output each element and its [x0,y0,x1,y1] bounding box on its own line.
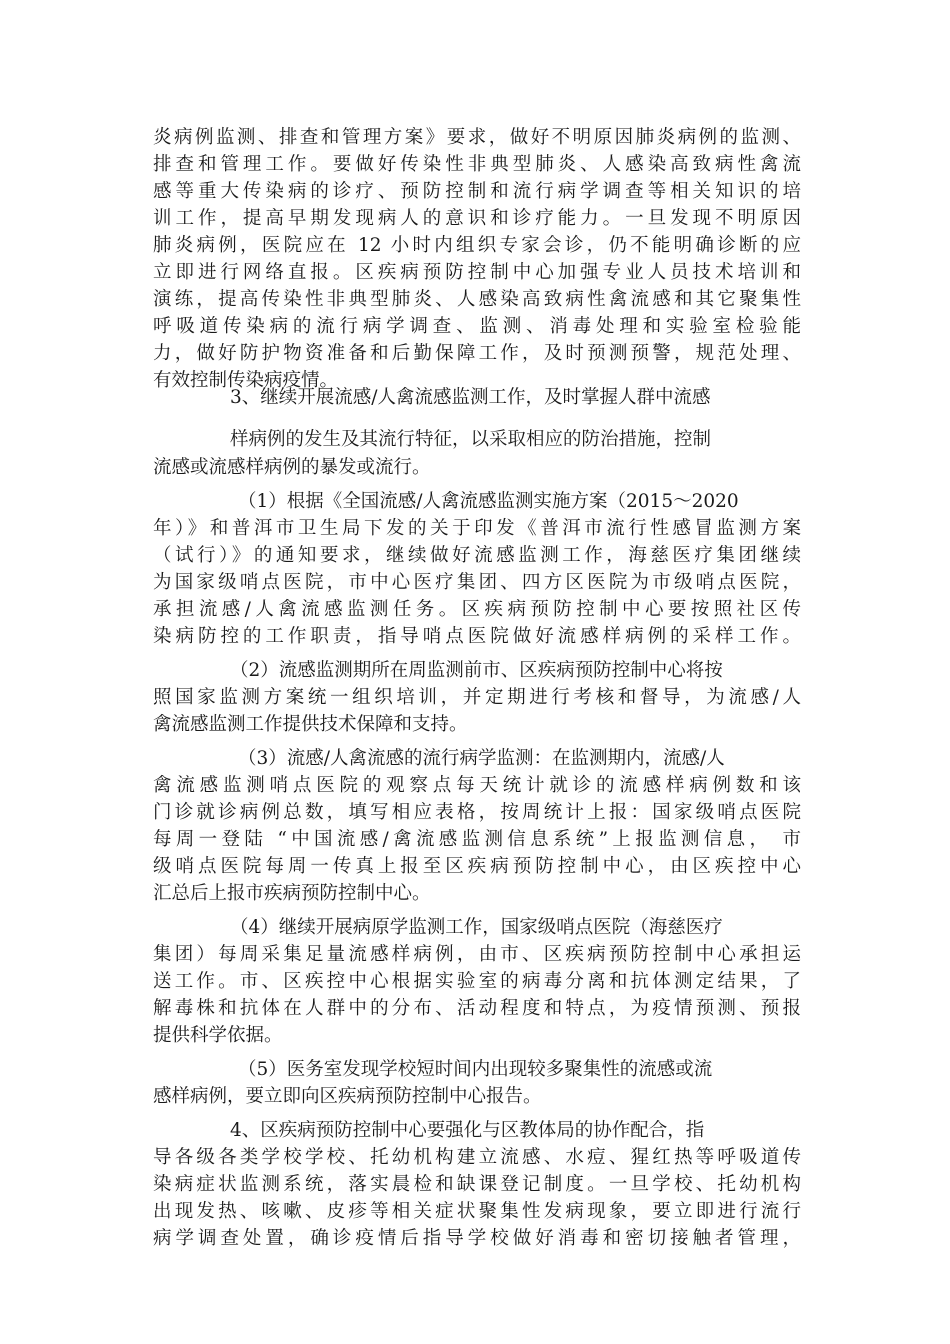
text-line: 样病例的发生及其流行特征，以采取相应的防治措施，控制 [230,429,712,450]
item-1-line: （1）根据《全国流感/人禽流感监测实施方案（2015～2020 [238,491,739,512]
text-line: 感等重大传染病的诊疗、预防控制和流行病学调查等相关知识的培 [153,181,801,202]
text-line: 染病防控的工作职责，指导哨点医院做好流感样病例的采样工作。 [153,626,801,647]
text-line: 立即进行网络直报。区疾病预防控制中心加强专业人员技术培训和 [153,262,801,283]
section-heading-4: 4、区疾病预防控制中心要强化与区教体局的协作配合，指 [230,1120,705,1141]
text-line: 汇总后上报市疾病预防控制中心。 [153,883,431,904]
text-line: 为国家级哨点医院，市中心医疗集团、四方区医院为市级哨点医院， [153,572,801,593]
text-line: 解毒株和抗体在人群中的分布、活动程度和特点，为疫情预测、预报 [153,998,801,1019]
section-heading-3: 3、继续开展流感/人禽流感监测工作，及时掌握人群中流感 [230,387,711,408]
text-line: 流感或流感样病例的暴发或流行。 [153,457,431,478]
text-line: 排查和管理工作。要做好传染性非典型肺炎、人感染高致病性禽流 [153,154,801,175]
text-line: 每周一登陆 “中国流感/禽流感监测信息系统”上报监测信息， 市 [153,829,801,850]
text-line: 肺炎病例，医院应在 12 小时内组织专家会诊，仍不能明确诊断的应 [153,235,801,256]
text-line: 出现发热、咳嗽、皮疹等相关症状聚集性发病现象，要立即进行流行 [153,1201,801,1222]
item-3-line: （3）流感/人禽流感的流行病学监测：在监测期内，流感/人 [238,748,725,769]
text-line: 门诊就诊病例总数，填写相应表格，按周统计上报：国家级哨点医院 [153,802,801,823]
text-line: 感样病例，要立即向区疾病预防控制中心报告。 [153,1086,542,1107]
text-line: 病学调查处置，确诊疫情后指导学校做好消毒和密切接触者管理， [153,1228,801,1249]
item-5-line: （5）医务室发现学校短时间内出现较多聚集性的流感或流 [238,1059,713,1080]
text-line: 染病症状监测系统，落实晨检和缺课登记制度。一旦学校、托幼机构 [153,1174,801,1195]
text-line: 照国家监测方案统一组织培训，并定期进行考核和督导，为流感/人 [153,687,801,708]
text-line: 训工作，提高早期发现病人的意识和诊疗能力。一旦发现不明原因 [153,208,801,229]
text-line: 提供科学依据。 [153,1025,283,1046]
item-2-line: （2）流感监测期所在周监测前市、区疾病预防控制中心将按 [230,660,723,681]
text-line: 演练，提高传染性非典型肺炎、人感染高致病性禽流感和其它聚集性 [153,289,801,310]
text-line: 承担流感/人禽流感监测任务。区疾病预防控制中心要按照社区传 [153,599,801,620]
text-line: 禽流感监测工作提供技术保障和支持。 [153,714,468,735]
text-line: 级哨点医院每周一传真上报至区疾病预防控制中心，由区疾控中心 [153,856,801,877]
text-line: 集团）每周采集足量流感样病例，由市、区疾病预防控制中心承担运 [153,944,801,965]
text-line: 导各级各类学校学校、托幼机构建立流感、水痘、猩红热等呼吸道传 [153,1147,801,1168]
text-line: 力，做好防护物资准备和后勤保障工作，及时预测预警，规范处理、 [153,343,801,364]
text-line: 送工作。市、区疾控中心根据实验室的病毒分离和抗体测定结果，了 [153,971,801,992]
text-line: 有效控制传染病疫情。 [153,370,339,391]
text-line: 禽流感监测哨点医院的观察点每天统计就诊的流感样病例数和该 [153,775,801,796]
text-line: （试行）》的通知要求，继续做好流感监测工作，海慈医疗集团继续 [153,545,801,566]
item-4-line: （4）继续开展病原学监测工作，国家级哨点医院（海慈医疗 [230,917,723,938]
text-line: 呼吸道传染病的流行病学调查、监测、消毒处理和实验室检验能 [153,316,801,337]
text-line: 年）》和普洱市卫生局下发的关于印发《普洱市流行性感冒监测方案 [153,518,801,539]
text-line: 炎病例监测、排查和管理方案》要求，做好不明原因肺炎病例的监测、 [153,127,801,148]
